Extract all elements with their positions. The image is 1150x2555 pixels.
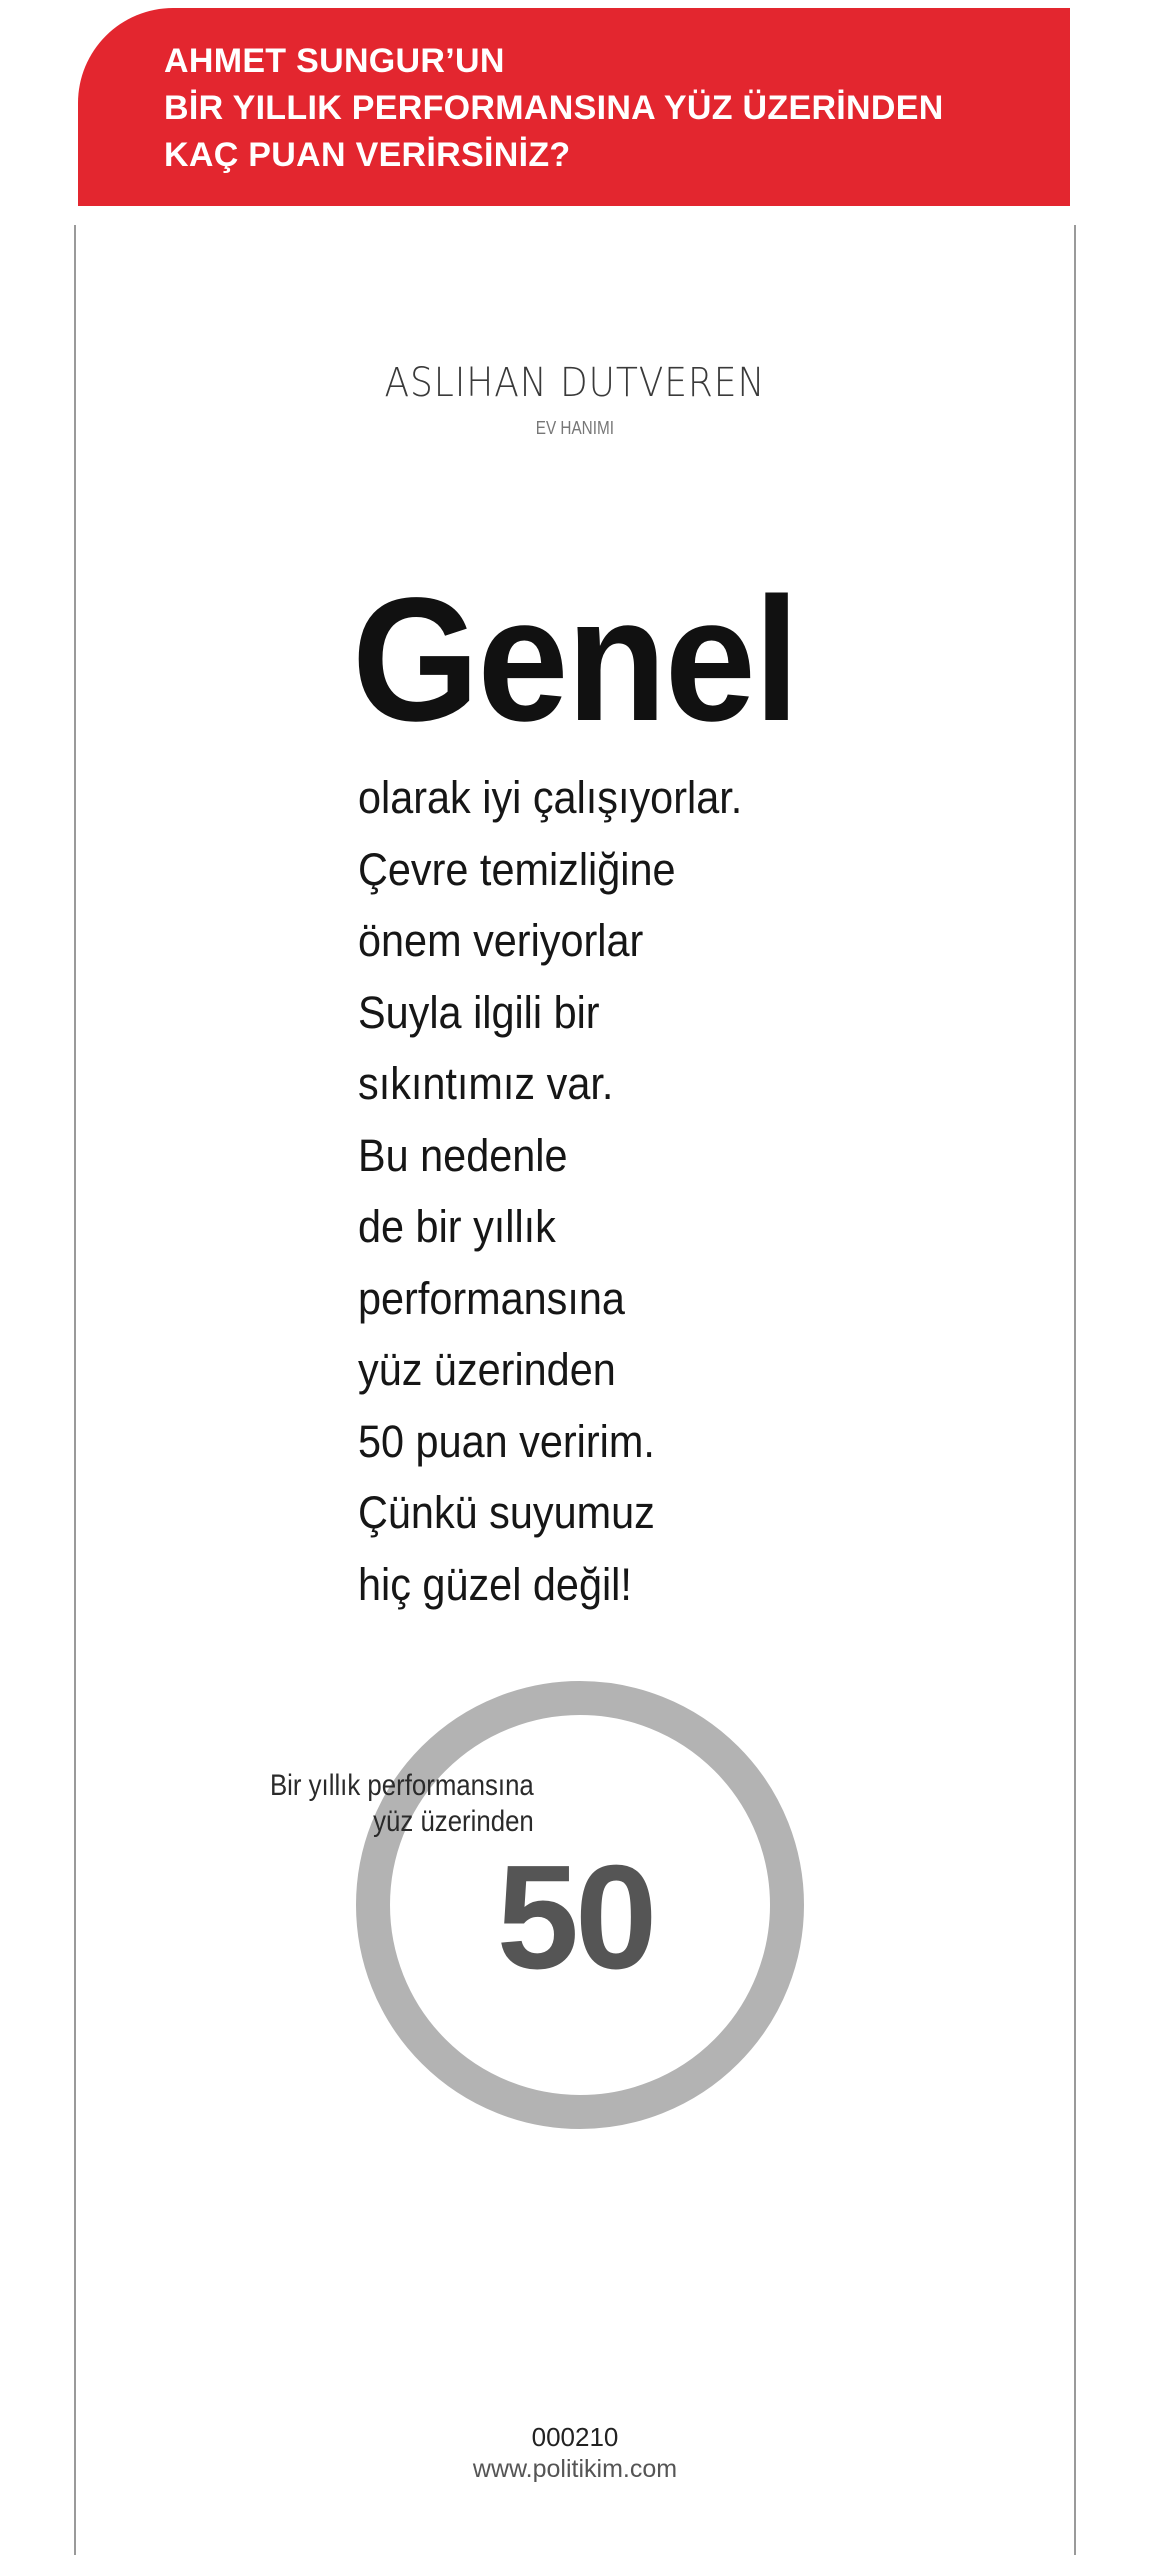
quote-line: Çevre temizliğine (358, 843, 676, 895)
quote-line: sıkıntımız var. (358, 1058, 614, 1109)
right-divider (1074, 225, 1076, 2555)
quote-line: de bir yıllık (358, 1201, 556, 1252)
question-banner (78, 8, 1070, 206)
footer-code: 000210 (531, 2422, 619, 2452)
footer-url: www.politikim.com (472, 2455, 678, 2483)
quote-line: Bu nedenle (358, 1129, 568, 1181)
quote-line: performansına (358, 1272, 625, 1324)
quote-line: olarak iyi çalışıyorlar. (358, 772, 743, 823)
score-value: 50 (496, 1835, 654, 2000)
person-name: ASLIHAN DUTVEREN (384, 360, 766, 406)
quote-line: yüz üzerinden (358, 1344, 616, 1395)
quote-line: Suyla ilgili bir (358, 986, 600, 1038)
banner-line-1: AHMET SUNGUR’UN (164, 42, 505, 80)
score-caption-line-1: Bir yıllık performansına (270, 1769, 534, 1802)
quote-body (358, 762, 958, 1620)
score-caption (270, 1768, 534, 1840)
quote-line: 50 puan veririm. (358, 1415, 655, 1467)
banner-line-3: KAÇ PUAN VERİRSİNİZ? (164, 136, 571, 174)
quote-line: önem veriyorlar (358, 915, 644, 966)
score-caption-line-2: yüz üzerinden (373, 1805, 534, 1838)
quote-lead-word: Genel (352, 562, 798, 758)
quote-line: Çünkü suyumuz (358, 1487, 655, 1538)
left-divider (74, 225, 76, 2555)
banner-line-2: BİR YILLIK PERFORMANSINA YÜZ ÜZERİNDEN (164, 89, 944, 127)
person-role: EV HANIMI (535, 418, 614, 438)
quote-line: hiç güzel değil! (358, 1558, 632, 1610)
